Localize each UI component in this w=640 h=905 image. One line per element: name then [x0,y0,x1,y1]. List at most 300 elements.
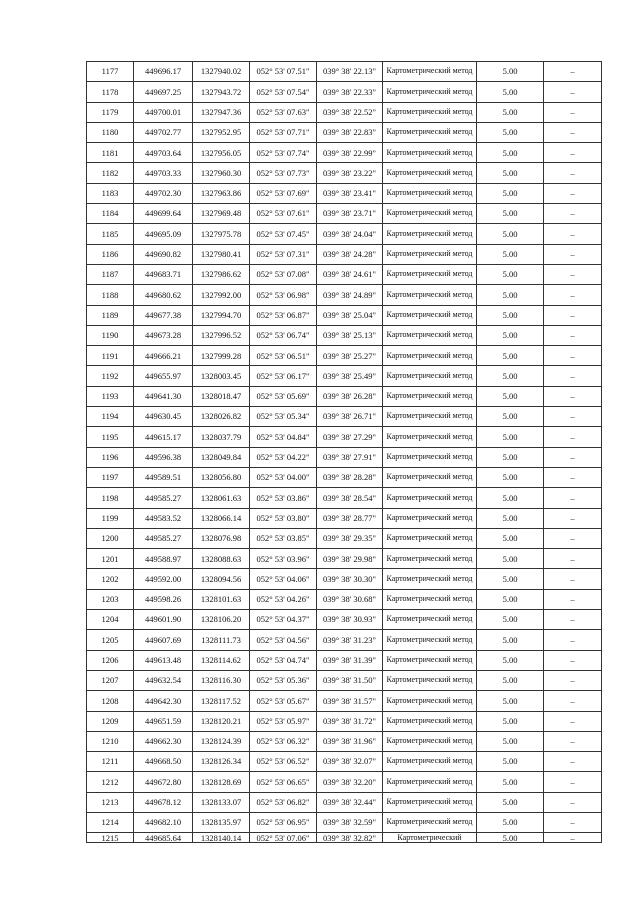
x-coordinate-cell: 449588.97 [134,549,193,569]
longitude-cell: 039° 38' 23.71" [317,204,383,224]
latitude-cell: 052° 53' 05.67" [250,691,317,711]
longitude-cell: 039° 38' 28.28" [317,467,383,487]
accuracy-cell: 5.00 [477,610,544,630]
x-coordinate-cell: 449589.51 [134,467,193,487]
longitude-cell: 039° 38' 22.99" [317,143,383,163]
accuracy-cell: 5.00 [477,569,544,589]
table-row [87,143,602,163]
table-row [87,427,602,447]
x-coordinate-cell: 449592.00 [134,569,193,589]
table-row [87,122,602,142]
accuracy-cell: 5.00 [477,670,544,690]
longitude-cell: 039° 38' 31.57" [317,691,383,711]
note-cell: – [544,285,602,305]
accuracy-cell: 5.00 [477,467,544,487]
table-row [87,549,602,569]
longitude-cell: 039° 38' 31.72" [317,711,383,731]
method-cell: Картометрический метод [383,610,477,630]
x-coordinate-cell: 449615.17 [134,427,193,447]
table-row [87,630,602,650]
y-coordinate-cell: 1327952.95 [193,122,250,142]
latitude-cell: 052° 53' 07.06" [250,833,317,843]
method-cell: Картометрический метод [383,549,477,569]
y-coordinate-cell: 1328140.14 [193,833,250,843]
accuracy-cell: 5.00 [477,122,544,142]
y-coordinate-cell: 1328056.80 [193,467,250,487]
table-row [87,488,602,508]
table-body [87,62,602,843]
table-row [87,731,602,751]
method-cell: Картометрический метод [383,447,477,467]
latitude-cell: 052° 53' 06.82" [250,792,317,812]
point-number-cell: 1186 [87,244,134,264]
note-cell: – [544,143,602,163]
latitude-cell: 052° 53' 03.96" [250,549,317,569]
note-cell: – [544,325,602,345]
x-coordinate-cell: 449677.38 [134,305,193,325]
latitude-cell: 052° 53' 06.74" [250,325,317,345]
note-cell: – [544,244,602,264]
note-cell: – [544,204,602,224]
x-coordinate-cell: 449673.28 [134,325,193,345]
accuracy-cell: 5.00 [477,183,544,203]
point-number-cell: 1200 [87,528,134,548]
point-number-cell: 1205 [87,630,134,650]
note-cell: – [544,711,602,731]
method-cell: Картометрический метод [383,711,477,731]
accuracy-cell: 5.00 [477,163,544,183]
accuracy-cell: 5.00 [477,325,544,345]
note-cell: – [544,447,602,467]
latitude-cell: 052° 53' 03.85" [250,528,317,548]
accuracy-cell: 5.00 [477,62,544,82]
method-cell: Картометрический метод [383,102,477,122]
point-number-cell: 1184 [87,204,134,224]
x-coordinate-cell: 449683.71 [134,264,193,284]
y-coordinate-cell: 1328111.73 [193,630,250,650]
y-coordinate-cell: 1327940.02 [193,62,250,82]
longitude-cell: 039° 38' 30.93" [317,610,383,630]
longitude-cell: 039° 38' 28.77" [317,508,383,528]
note-cell: – [544,508,602,528]
method-cell: Картометрический метод [383,427,477,447]
x-coordinate-cell: 449690.82 [134,244,193,264]
longitude-cell: 039° 38' 23.41" [317,183,383,203]
note-cell: – [544,792,602,812]
table-row [87,691,602,711]
note-cell: – [544,670,602,690]
y-coordinate-cell: 1328003.45 [193,366,250,386]
table-row [87,102,602,122]
longitude-cell: 039° 38' 29.98" [317,549,383,569]
note-cell: – [544,549,602,569]
accuracy-cell: 5.00 [477,447,544,467]
table-row [87,183,602,203]
y-coordinate-cell: 1327963.86 [193,183,250,203]
x-coordinate-cell: 449596.38 [134,447,193,467]
point-number-cell: 1183 [87,183,134,203]
table-row [87,528,602,548]
x-coordinate-cell: 449668.50 [134,752,193,772]
table-row [87,772,602,792]
latitude-cell: 052° 53' 07.31" [250,244,317,264]
longitude-cell: 039° 38' 22.52" [317,102,383,122]
point-number-cell: 1193 [87,386,134,406]
method-cell: Картометрический метод [383,62,477,82]
method-cell: Картометрический метод [383,285,477,305]
point-number-cell: 1204 [87,610,134,630]
latitude-cell: 052° 53' 03.86" [250,488,317,508]
note-cell: – [544,386,602,406]
x-coordinate-cell: 449666.21 [134,346,193,366]
method-cell: Картометрический метод [383,264,477,284]
point-number-cell: 1182 [87,163,134,183]
longitude-cell: 039° 38' 25.27" [317,346,383,366]
x-coordinate-cell: 449697.25 [134,82,193,102]
point-number-cell: 1187 [87,264,134,284]
y-coordinate-cell: 1328061.63 [193,488,250,508]
x-coordinate-cell: 449703.64 [134,143,193,163]
accuracy-cell: 5.00 [477,82,544,102]
latitude-cell: 052° 53' 03.80" [250,508,317,528]
x-coordinate-cell: 449700.01 [134,102,193,122]
method-cell: Картометрический метод [383,82,477,102]
x-coordinate-cell: 449651.59 [134,711,193,731]
latitude-cell: 052° 53' 07.63" [250,102,317,122]
x-coordinate-cell: 449696.17 [134,62,193,82]
accuracy-cell: 5.00 [477,264,544,284]
table-row [87,467,602,487]
latitude-cell: 052° 53' 06.32" [250,731,317,751]
longitude-cell: 039° 38' 25.13" [317,325,383,345]
longitude-cell: 039° 38' 26.71" [317,407,383,427]
table-row [87,346,602,366]
longitude-cell: 039° 38' 25.04" [317,305,383,325]
y-coordinate-cell: 1328026.82 [193,407,250,427]
accuracy-cell: 5.00 [477,731,544,751]
latitude-cell: 052° 53' 05.34" [250,407,317,427]
method-cell: Картометрический метод [383,183,477,203]
table-row [87,244,602,264]
method-cell: Картометрический метод [383,752,477,772]
method-cell: Картометрический метод [383,670,477,690]
point-number-cell: 1179 [87,102,134,122]
table-row [87,610,602,630]
point-number-cell: 1194 [87,407,134,427]
table-row [87,82,602,102]
latitude-cell: 052° 53' 04.37" [250,610,317,630]
note-cell: – [544,467,602,487]
table-row [87,670,602,690]
x-coordinate-cell: 449662.30 [134,731,193,751]
latitude-cell: 052° 53' 04.26" [250,589,317,609]
point-number-cell: 1211 [87,752,134,772]
longitude-cell: 039° 38' 24.89" [317,285,383,305]
longitude-cell: 039° 38' 31.96" [317,731,383,751]
y-coordinate-cell: 1328116.30 [193,670,250,690]
longitude-cell: 039° 38' 32.59" [317,812,383,832]
note-cell: – [544,630,602,650]
x-coordinate-cell: 449630.45 [134,407,193,427]
x-coordinate-cell: 449678.12 [134,792,193,812]
longitude-cell: 039° 38' 32.07" [317,752,383,772]
accuracy-cell: 5.00 [477,711,544,731]
point-number-cell: 1177 [87,62,134,82]
method-cell: Картометрический метод [383,204,477,224]
y-coordinate-cell: 1327999.28 [193,346,250,366]
note-cell: – [544,62,602,82]
note-cell: – [544,183,602,203]
latitude-cell: 052° 53' 06.17" [250,366,317,386]
table-row [87,305,602,325]
y-coordinate-cell: 1328094.56 [193,569,250,589]
point-number-cell: 1210 [87,731,134,751]
x-coordinate-cell: 449583.52 [134,508,193,528]
note-cell: – [544,691,602,711]
longitude-cell: 039° 38' 31.50" [317,670,383,690]
y-coordinate-cell: 1328066.14 [193,508,250,528]
accuracy-cell: 5.00 [477,204,544,224]
method-cell: Картометрический метод [383,691,477,711]
point-number-cell: 1199 [87,508,134,528]
x-coordinate-cell: 449613.48 [134,650,193,670]
table-row [87,569,602,589]
y-coordinate-cell: 1328018.47 [193,386,250,406]
point-number-cell: 1209 [87,711,134,731]
accuracy-cell: 5.00 [477,488,544,508]
table-row [87,204,602,224]
accuracy-cell: 5.00 [477,812,544,832]
latitude-cell: 052° 53' 06.87" [250,305,317,325]
latitude-cell: 052° 53' 04.84" [250,427,317,447]
point-number-cell: 1208 [87,691,134,711]
table-row [87,812,602,832]
latitude-cell: 052° 53' 07.74" [250,143,317,163]
point-number-cell: 1207 [87,670,134,690]
latitude-cell: 052° 53' 05.36" [250,670,317,690]
y-coordinate-cell: 1328124.39 [193,731,250,751]
method-cell: Картометрический метод [383,812,477,832]
accuracy-cell: 5.00 [477,528,544,548]
point-number-cell: 1195 [87,427,134,447]
latitude-cell: 052° 53' 05.97" [250,711,317,731]
x-coordinate-cell: 449685.64 [134,833,193,843]
note-cell: – [544,264,602,284]
method-cell: Картометрический метод [383,386,477,406]
latitude-cell: 052° 53' 04.22" [250,447,317,467]
accuracy-cell: 5.00 [477,752,544,772]
method-cell: Картометрический метод [383,325,477,345]
longitude-cell: 039° 38' 28.54" [317,488,383,508]
x-coordinate-cell: 449680.62 [134,285,193,305]
table-row [87,407,602,427]
accuracy-cell: 5.00 [477,346,544,366]
point-number-cell: 1206 [87,650,134,670]
longitude-cell: 039° 38' 31.23" [317,630,383,650]
longitude-cell: 039° 38' 24.61" [317,264,383,284]
method-cell: Картометрический метод [383,163,477,183]
x-coordinate-cell: 449672.80 [134,772,193,792]
x-coordinate-cell: 449702.30 [134,183,193,203]
accuracy-cell: 5.00 [477,427,544,447]
accuracy-cell: 5.00 [477,630,544,650]
latitude-cell: 052° 53' 05.69" [250,386,317,406]
y-coordinate-cell: 1328128.69 [193,772,250,792]
y-coordinate-cell: 1328114.62 [193,650,250,670]
note-cell: – [544,102,602,122]
table-row [87,447,602,467]
method-cell: Картометрический метод [383,224,477,244]
latitude-cell: 052° 53' 04.74" [250,650,317,670]
table-row [87,325,602,345]
point-number-cell: 1189 [87,305,134,325]
y-coordinate-cell: 1327975.78 [193,224,250,244]
accuracy-cell: 5.00 [477,224,544,244]
method-cell: Картометрический метод [383,650,477,670]
note-cell: – [544,346,602,366]
longitude-cell: 039° 38' 27.29" [317,427,383,447]
note-cell: – [544,224,602,244]
x-coordinate-cell: 449585.27 [134,528,193,548]
point-number-cell: 1181 [87,143,134,163]
note-cell: – [544,528,602,548]
y-coordinate-cell: 1327960.30 [193,163,250,183]
y-coordinate-cell: 1327956.05 [193,143,250,163]
y-coordinate-cell: 1327992.00 [193,285,250,305]
method-cell: Картометрический метод [383,305,477,325]
method-cell: Картометрический метод [383,731,477,751]
method-cell: Картометрический метод [383,772,477,792]
x-coordinate-cell: 449642.30 [134,691,193,711]
longitude-cell: 039° 38' 29.35" [317,528,383,548]
y-coordinate-cell: 1328106.20 [193,610,250,630]
note-cell: – [544,488,602,508]
table-row [87,508,602,528]
x-coordinate-cell: 449703.33 [134,163,193,183]
table-row [87,792,602,812]
table-row [87,285,602,305]
point-number-cell: 1213 [87,792,134,812]
method-cell: Картометрический [383,833,477,843]
y-coordinate-cell: 1328126.34 [193,752,250,772]
note-cell: – [544,366,602,386]
x-coordinate-cell: 449702.77 [134,122,193,142]
x-coordinate-cell: 449601.90 [134,610,193,630]
accuracy-cell: 5.00 [477,305,544,325]
x-coordinate-cell: 449598.26 [134,589,193,609]
latitude-cell: 052° 53' 06.98" [250,285,317,305]
accuracy-cell: 5.00 [477,366,544,386]
longitude-cell: 039° 38' 23.22" [317,163,383,183]
table-row [87,366,602,386]
longitude-cell: 039° 38' 32.82" [317,833,383,843]
y-coordinate-cell: 1328135.97 [193,812,250,832]
y-coordinate-cell: 1327943.72 [193,82,250,102]
y-coordinate-cell: 1327994.70 [193,305,250,325]
note-cell: – [544,650,602,670]
point-number-cell: 1196 [87,447,134,467]
point-number-cell: 1215 [87,833,134,843]
method-cell: Картометрический метод [383,346,477,366]
x-coordinate-cell: 449682.10 [134,812,193,832]
accuracy-cell: 5.00 [477,650,544,670]
longitude-cell: 039° 38' 24.28" [317,244,383,264]
note-cell: – [544,610,602,630]
method-cell: Картометрический метод [383,244,477,264]
latitude-cell: 052° 53' 07.73" [250,163,317,183]
table-row [87,833,602,843]
note-cell: – [544,163,602,183]
latitude-cell: 052° 53' 07.51" [250,62,317,82]
accuracy-cell: 5.00 [477,833,544,843]
y-coordinate-cell: 1328076.98 [193,528,250,548]
note-cell: – [544,589,602,609]
table-row [87,224,602,244]
latitude-cell: 052° 53' 07.45" [250,224,317,244]
note-cell: – [544,122,602,142]
point-number-cell: 1214 [87,812,134,832]
accuracy-cell: 5.00 [477,691,544,711]
note-cell: – [544,82,602,102]
method-cell: Картометрический метод [383,528,477,548]
note-cell: – [544,427,602,447]
table-row [87,752,602,772]
table-row [87,650,602,670]
y-coordinate-cell: 1328133.07 [193,792,250,812]
point-number-cell: 1188 [87,285,134,305]
y-coordinate-cell: 1328088.63 [193,549,250,569]
note-cell: – [544,772,602,792]
y-coordinate-cell: 1327947.36 [193,102,250,122]
note-cell: – [544,731,602,751]
x-coordinate-cell: 449632.54 [134,670,193,690]
method-cell: Картометрический метод [383,366,477,386]
latitude-cell: 052° 53' 07.08" [250,264,317,284]
x-coordinate-cell: 449655.97 [134,366,193,386]
point-number-cell: 1191 [87,346,134,366]
note-cell: – [544,752,602,772]
coordinates-table [86,61,602,843]
longitude-cell: 039° 38' 26.28" [317,386,383,406]
point-number-cell: 1197 [87,467,134,487]
point-number-cell: 1203 [87,589,134,609]
method-cell: Картометрический метод [383,143,477,163]
longitude-cell: 039° 38' 32.44" [317,792,383,812]
accuracy-cell: 5.00 [477,772,544,792]
latitude-cell: 052° 53' 06.52" [250,752,317,772]
longitude-cell: 039° 38' 24.04" [317,224,383,244]
table-row [87,62,602,82]
point-number-cell: 1180 [87,122,134,142]
y-coordinate-cell: 1328037.79 [193,427,250,447]
note-cell: – [544,833,602,843]
latitude-cell: 052° 53' 04.06" [250,569,317,589]
point-number-cell: 1201 [87,549,134,569]
y-coordinate-cell: 1327986.62 [193,264,250,284]
accuracy-cell: 5.00 [477,143,544,163]
point-number-cell: 1190 [87,325,134,345]
point-number-cell: 1212 [87,772,134,792]
accuracy-cell: 5.00 [477,589,544,609]
latitude-cell: 052° 53' 07.61" [250,204,317,224]
longitude-cell: 039° 38' 30.30" [317,569,383,589]
x-coordinate-cell: 449607.69 [134,630,193,650]
note-cell: – [544,569,602,589]
latitude-cell: 052° 53' 07.69" [250,183,317,203]
accuracy-cell: 5.00 [477,386,544,406]
method-cell: Картометрический метод [383,488,477,508]
y-coordinate-cell: 1328101.63 [193,589,250,609]
